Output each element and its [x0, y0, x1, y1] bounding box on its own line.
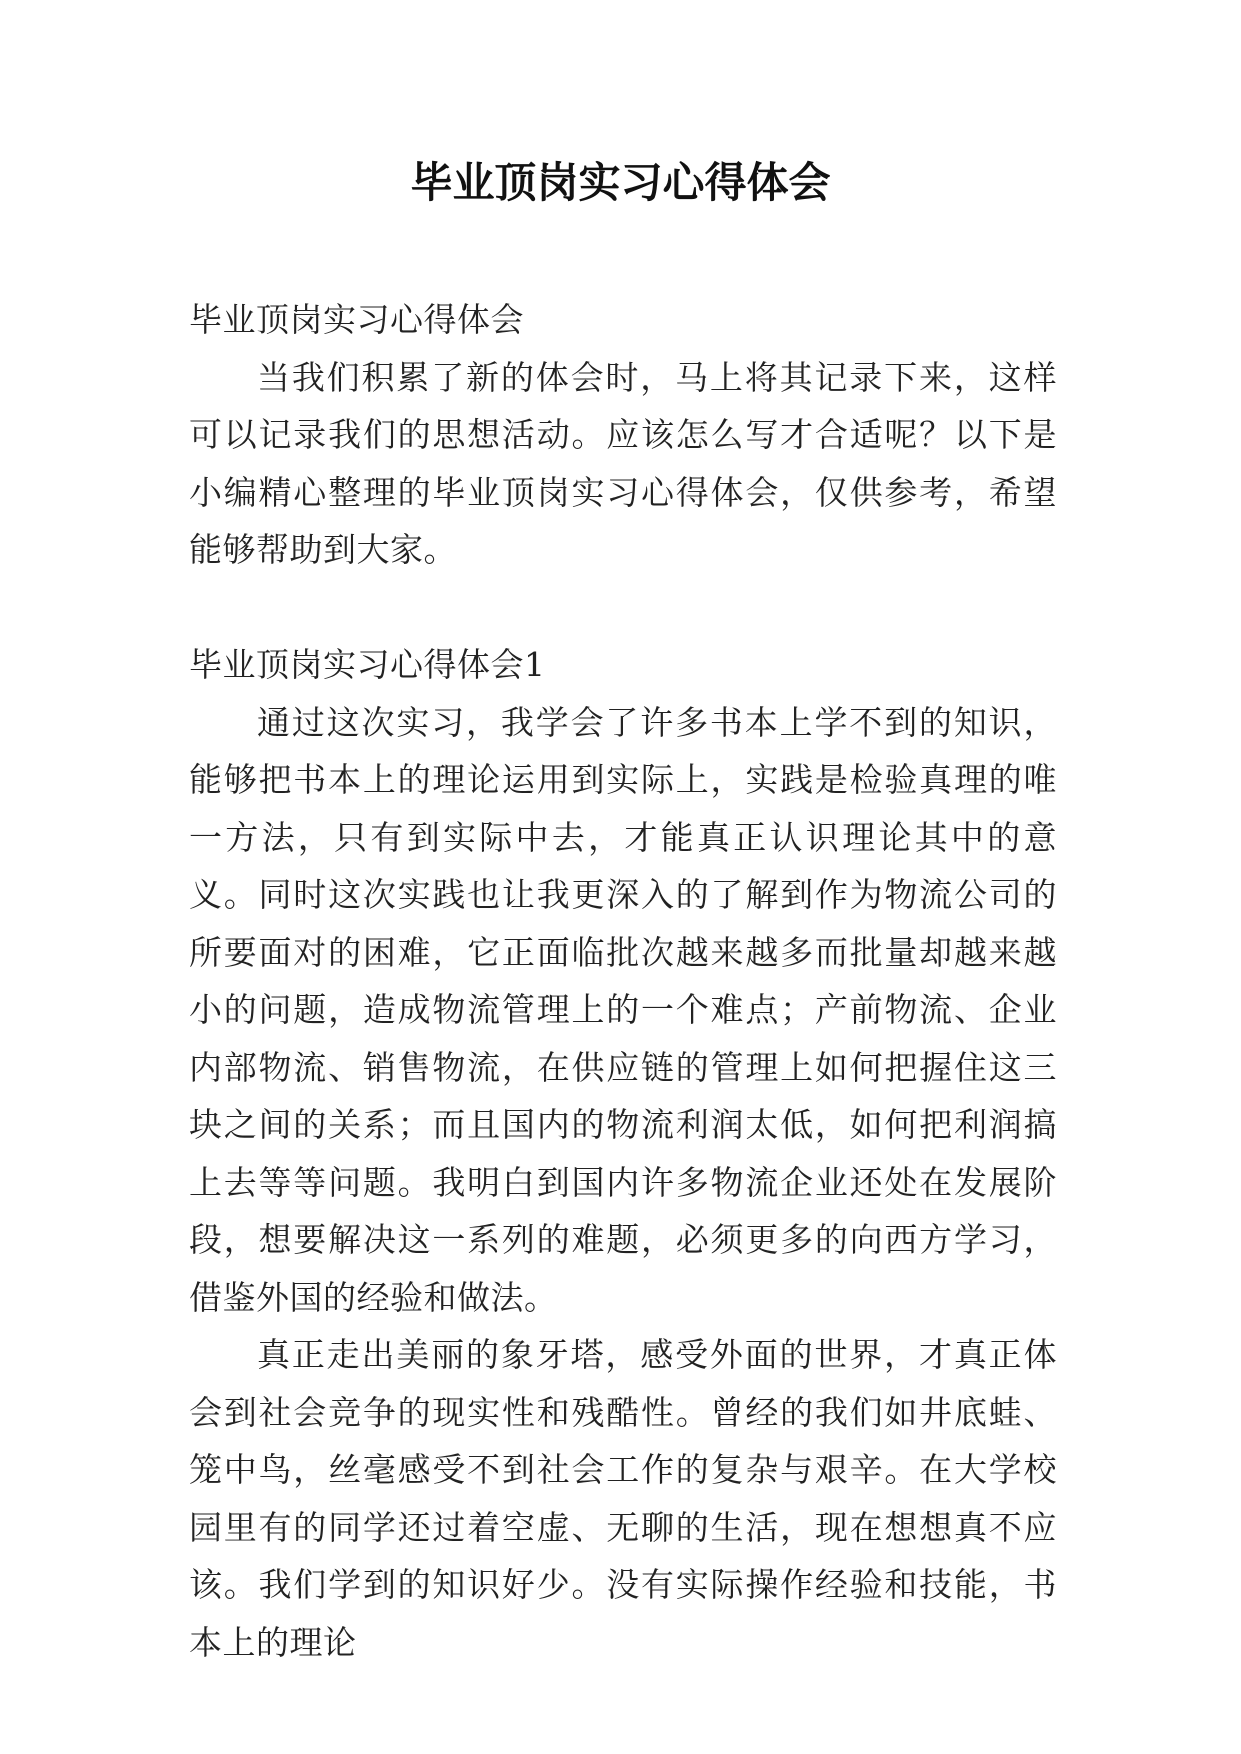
- intro-section: [189, 291, 1057, 579]
- section-1-paragraph: 通过这次实习，我学会了许多书本上学不到的知识，能够把书本上的理论运用到实际上，实践是检验真理的唯一方法，只有到实际中去，才能真正认识理论其中的意义。同时这次实践也让我更深入的了解到作为物流公司的所要面对的困难，它正面临批次越来越多而批量却越来越小的问题，造成物流管理上的一个难点；产前物流、企业内部物流、销售物流，在供应链的管理上如何把握住这三块之间的关系；而且国内的物流利润太低，如何把利润搞上去等等问题。我明白到国内许多物流企业还处在发展阶段，想要解决这一系列的难题，必须更多的向西方学习，借鉴外国的经验和做法。: [189, 702, 1057, 1317]
- document-title: 毕业顶岗实习心得体会: [410, 158, 831, 207]
- section-1-paragraph: 真正走出美丽的象牙塔，感受外面的世界，才真正体会到社会竞争的现实性和残酷性。曾经的我们如井底蛙、笼中鸟，丝毫感受不到社会工作的复杂与艰辛。在大学校园里有的同学还过着空虚、无聊的生活，现在想想真不应该。我们学到的知识好少。没有实际操作经验和技能，书本上的理论: [189, 1335, 1057, 1662]
- intro-paragraph: 当我们积累了新的体会时，马上将其记录下来，这样可以记录我们的思想活动。应该怎么写才合适呢？以下是小编精心整理的毕业顶岗实习心得体会，仅供参考，希望能够帮助到大家。: [189, 357, 1057, 569]
- section-1: [189, 636, 1057, 1671]
- section-1-heading: 毕业顶岗实习心得体会1: [189, 645, 546, 684]
- intro-heading: 毕业顶岗实习心得体会: [189, 300, 524, 339]
